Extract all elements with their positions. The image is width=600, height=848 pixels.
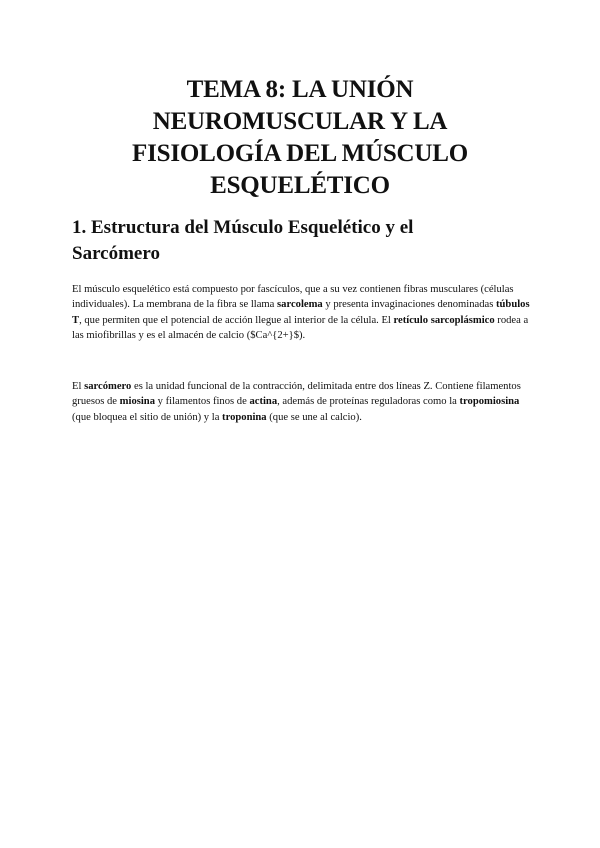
bold-term: túbulos T: [72, 299, 530, 326]
bold-term: sarcómero: [84, 381, 132, 392]
text-run: El músculo esquelético está compuesto por fascículos, que a su vez contienen fibras musculares (células individuales). La membrana de la fibra se llama: [72, 284, 514, 311]
text-run: (que bloquea el sitio de unión) y la: [72, 411, 223, 423]
bold-term: tropomiosina: [459, 396, 520, 408]
section-heading-line: 1. Estructura del Músculo Esquelético y el: [72, 217, 414, 238]
text-run: y presenta invaginaciones denominadas: [322, 299, 497, 311]
paragraph-sarcomere: [72, 379, 532, 425]
title-line: ESQUELÉTICO: [210, 172, 390, 199]
bold-term: sarcolema: [277, 299, 323, 311]
text-run: (que se une al calcio).: [266, 411, 362, 423]
title-line: NEUROMUSCULAR Y LA: [152, 108, 448, 135]
section-heading-line: Sarcómero: [72, 243, 160, 264]
bold-term: miosina: [119, 396, 155, 408]
bold-term: troponina: [222, 411, 267, 423]
text-run: El: [72, 381, 85, 392]
text-run: , además de proteínas reguladoras como la: [277, 396, 460, 408]
title-line: TEMA 8: LA UNIÓN: [186, 76, 414, 103]
bold-term: retículo sarcoplásmico: [393, 314, 495, 326]
text-run: y filamentos finos de: [155, 396, 250, 408]
document-title: [60, 74, 540, 202]
text-run: rodea a las miofibrillas y es el almacén de calcio ($Ca^{2+}$).: [72, 314, 529, 341]
title-line: FISIOLOGÍA DEL MÚSCULO: [132, 140, 468, 167]
bold-term: actina: [249, 396, 278, 408]
text-run: es la unidad funcional de la contracción, delimitada entre dos líneas Z. Contiene filamentos gruesos de: [72, 381, 521, 408]
text-run: , que permiten que el potencial de acción llegue al interior de la célula. El: [79, 314, 394, 326]
section-heading: [72, 215, 542, 267]
paragraph-muscle-structure: [72, 282, 532, 343]
